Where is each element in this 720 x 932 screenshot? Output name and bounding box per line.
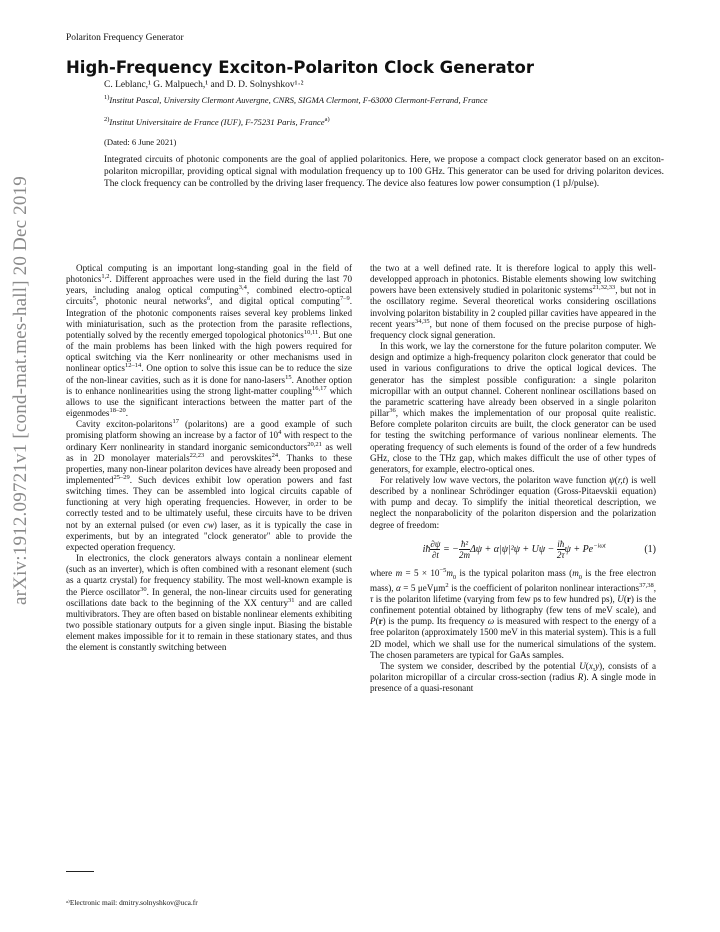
affiliation-2-mark: 2) bbox=[104, 116, 110, 124]
equation-body: iħ $\frac{\partial\psi}{\partial t}$ = − $\frac{\text{ħ²}}{2m}$ Δψ + α|ψ|²ψ + Uψ − $\frac{iħ}{2\tau}$ $\psi + Pe^{-i\omega t}$ bbox=[422, 538, 606, 560]
paragraph: In this work, we lay the cornerstone for the future polariton computer. We design and optimize a high-frequency polariton clock generator that could be used in various configurations to drive the optical logical devices. The generator has the simplest possible configuration: a single polariton micropillar with an output channel. Coherent nonlinear oscillations based on the parametric scattering have already been observed in a single polariton pillar$^{36}$, which makes the implementation of our proposal quite realistic. Before complete polariton circuits are built, the clock generator can be used for testing the switching performance of various nonlinear elements. The operating frequency of such elements is found of the order of a few hundreds GHz, close to the THz gap, which makes difficult the use of other types of generators, for example, electro-optical ones. bbox=[370, 341, 656, 474]
affiliation-2-text: Institut Universitaire de France (IUF), F-75231 Paris, France bbox=[109, 117, 325, 127]
body-column-right bbox=[370, 263, 656, 694]
footnote-rule bbox=[66, 871, 94, 872]
paragraph: the two at a well defined rate. It is therefore logical to apply this well-developped approach in photonics. Bistable elements showing low switching powers have been extensively studied in polaritonic systems$^{21,32,33}$, but not in the oscillatory regime. Several theoretical works considering oscillations involving polariton bistability in 2 coupled pillar cavities have appeared in the recent years$^{34,35}$, but none of them focused on the precise purpose of high-frequency clock signal generation. bbox=[370, 263, 656, 340]
equation-1 bbox=[370, 539, 656, 560]
affiliation-2 bbox=[104, 117, 664, 128]
affiliation-2-note: a) bbox=[324, 116, 330, 124]
paper-title: High-Frequency Exciton-Polariton Clock Generator bbox=[66, 58, 534, 77]
affiliation-1-text: Institut Pascal, University Clermont Auvergne, CNRS, SIGMA Clermont, F-63000 Clermont-Ferrand, France bbox=[109, 95, 488, 105]
abstract: Integrated circuits of photonic components are the goal of applied polaritonics. Here, we propose a compact clock generator based on an exciton-polariton micropillar, providing optical signal with modulation frequency up to 100 GHz. This generator can be used for driving polariton devices. The clock frequency can be controlled by the driving laser frequency. The device also features low power consumption (1 pJ/pulse). bbox=[104, 155, 664, 189]
dated-line: (Dated: 6 June 2021) bbox=[104, 137, 177, 147]
paragraph: Cavity exciton-polaritons$^{17}$ (polaritons) are a good example of such promising platform showing an increase by a factor of $10^4$ with respect to the ordinary Kerr nonlinearity in standard inorganic semiconductors$^{20,21}$ as well as in 2D monolayer materials$^{22,23}$ and perovskites$^{24}$. Thanks to these properties, many non-linear polariton devices have already been proposed and implemented$^{25-29}$. Such devices exhibit low operation powers and fast switching times. They can be assembled into logical circuits capable of functioning at very high operating frequencies. However, in order to be correctly tested and to be ultimately useful, these circuits have to be driven not by an external pulsed (or even cw) laser, as it is typically the case in experiments, but by an integrated "clock generator" able to provide the expected operation frequency. bbox=[66, 418, 353, 552]
paragraph: where $m = 5 \times 10^{-5}m_0$ is the typical polariton mass ($m_0$ is the free electron mass), α = 5 μeVμm$^2$ is the coefficient of polariton nonlinear interactions$^{37,38}$, τ is the polariton lifetime (varying from few ps to few hundred ps), U(r) is the confinement potential obtained by lithography (few tens of meV scale), and P(r) is the pump. Its frequency ω is measured with respect to the energy of a free polariton (approximately 1500 meV in this material system). This is a full 2D model, which we shall use for the numerical simulations of the system. The chosen parameters are typical for GaAs samples. bbox=[370, 566, 656, 660]
affiliation-1-mark: 1) bbox=[104, 94, 110, 102]
paragraph: In electronics, the clock generators always contain a nonlinear element (such as an inverter), which is often combined with a resonant element (such as a quartz crystal) for frequency stability. The most well-known example is the Pierce oscillator$^{30}$. In general, the non-linear circuits used for generating oscillations date back to the beginning of the XX century$^{31}$ and are called multivibrators. They are often based on bistable nonlinear elements exhibiting two possible stationary outputs for a given single input. Biasing the bistable element makes impossible for it to remain in these stationary states, and thus the element is constantly switching between bbox=[66, 553, 353, 653]
running-head: Polariton Frequency Generator bbox=[66, 33, 184, 43]
body-column-left bbox=[66, 263, 352, 653]
paragraph: For relatively low wave vectors, the polariton wave function ψ(r,t) is well described by a nonlinear Schrödinger equation (Gross-Pitaevskii equation) with pump and decay. To simplify the initial theoretical description, we neglect the nonparabolicity of the polariton dispersion and the polarization degree of freedom: bbox=[370, 474, 656, 530]
author-list: C. Leblanc,¹ G. Malpuech,¹ and D. D. Solnyshkov¹·² bbox=[104, 80, 304, 90]
affiliation-1 bbox=[104, 95, 664, 106]
paragraph: Optical computing is an important long-standing goal in the field of photonics$^{1,2}$. Different approaches were used in the field during the last 70 years, including analog optical computing$^{3,4}$, combined electro-optical circuits$^5$, photonic neural networks$^6$, and digital optical computing$^{7-9}$. Integration of the photonic components raises several key problems linked with miniaturisation, such as the protection from the parasite reflections, potentially solved by the recently emerged topological photonics$^{10,11}$. But one of the main problems has been linked with the high powers required for optical switching via the Kerr nonlinearity or other mechanisms used in nonlinear optics$^{12-14}$. One option to solve this issue can be to reduce the size of the non-linear cavities, such as it is done for nano-lasers$^{15}$. Another option is to enhance nonlinearities using the strong light-matter coupling$^{16,17}$ which allows to use the significant interactions between the matter part of the eigenmodes$^{18-20}$. bbox=[66, 263, 353, 419]
paragraph: The system we consider, described by the potential U(x,y), consists of a polariton micropillar of a circular cross-section (radius R). A single mode in presence of a quasi-resonant bbox=[370, 660, 656, 694]
footnote: ᵃ⁾Electronic mail: dmitry.solnyshkov@uca.fr bbox=[66, 898, 198, 907]
equation-number: (1) bbox=[644, 543, 656, 555]
arxiv-stamp: arXiv:1912.09721v1 [cond-mat.mes-hall] 20 Dec 2019 bbox=[10, 176, 31, 605]
